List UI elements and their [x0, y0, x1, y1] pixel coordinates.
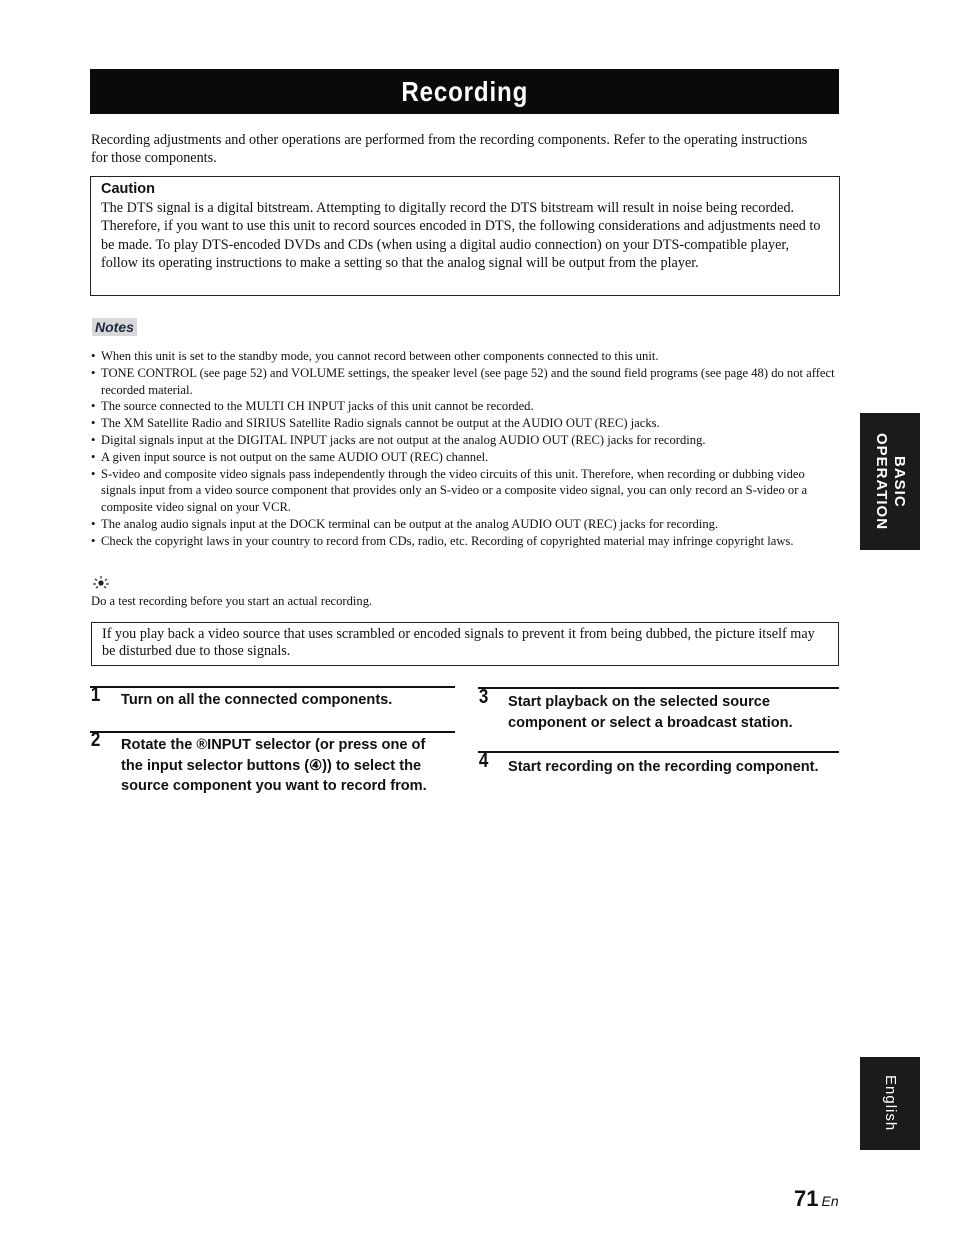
note-item: • TONE CONTROL (see page 52) and VOLUME settings, the speaker level (see page 52) and the sound field programs (see page 48) do not affect recorded material. — [91, 365, 841, 399]
page-title: Recording — [401, 75, 528, 107]
step-number: 3 — [478, 686, 489, 708]
section-tab — [860, 413, 920, 550]
step-text: Turn on all the connected components. — [121, 692, 393, 708]
step-text: Rotate the ®INPUT selector (or press one of the input selector buttons (④)) to select the source component you want to record from. — [121, 737, 427, 794]
caution-box — [90, 176, 840, 296]
section-tab-label: BASIC OPERATION — [873, 432, 908, 531]
info-box: If you play back a video source that uses scrambled or encoded signals to prevent it from being dubbed, the picture itself may be disturbed due to those signals. — [91, 622, 839, 666]
step-text: Start recording on the recording component. — [508, 759, 819, 775]
note-item: • S-video and composite video signals pass independently through the video circuits of this unit. Therefore, when recording or dubbing video signals input from a video source component that provides only an S-video or a composite video signal, you can only record an S-video or a composite video signal on your VCR. — [91, 466, 841, 516]
language-tab — [860, 1057, 920, 1150]
step-text: Start playback on the selected source component or select a broadcast station. — [508, 694, 793, 731]
step-number: 2 — [90, 729, 101, 751]
page-number — [794, 1186, 839, 1212]
page-number-value: 71 — [794, 1186, 819, 1211]
note-item: • The analog audio signals input at the DOCK terminal can be output at the analog AUDIO OUT (REC) jacks for recording. — [91, 516, 841, 533]
step-divider — [90, 686, 455, 688]
step-divider — [478, 751, 839, 753]
step-divider — [478, 687, 839, 689]
note-item: • A given input source is not output on the same AUDIO OUT (REC) channel. — [91, 449, 841, 466]
notes-list — [91, 348, 841, 550]
intro-paragraph: Recording adjustments and other operations are performed from the recording components. Refer to the operating instructions for those components. — [91, 132, 808, 166]
step-number: 1 — [90, 684, 101, 706]
tip-text: Do a test recording before you start an actual recording. — [91, 594, 373, 608]
page-number-suffix: En — [821, 1193, 839, 1209]
note-item: • Digital signals input at the DIGITAL INPUT jacks are not output at the analog AUDIO OUT (REC) jacks for recording. — [91, 432, 841, 449]
note-item: • The source connected to the MULTI CH INPUT jacks of this unit cannot be recorded. — [91, 398, 841, 415]
tip-icon — [92, 575, 110, 593]
note-item: • The XM Satellite Radio and SIRIUS Satellite Radio signals cannot be output at the AUDIO OUT (REC) jacks. — [91, 415, 841, 432]
language-tab-label: English — [882, 1075, 899, 1132]
caution-text: The DTS signal is a digital bitstream. Attempting to digitally record the DTS bitstream will result in noise being recorded. Therefore, if you want to use this unit to record sources encoded in DTS, the following considerations and adjustments need to be made. To play DTS-encoded DVDs and CDs (when using a digital audio connection) on your DTS-compatible player, follow its operating instructions to make a setting so that the analog signal will be output from the player. — [101, 200, 821, 271]
step-divider — [90, 731, 455, 733]
note-item: • When this unit is set to the standby mode, you cannot record between other components connected to this unit. — [91, 348, 841, 365]
caution-heading: Caution — [101, 181, 155, 197]
title-bar — [90, 69, 839, 114]
note-item: • Check the copyright laws in your country to record from CDs, radio, etc. Recording of copyrighted material may infringe copyright laws. — [91, 533, 841, 550]
notes-heading: Notes — [92, 318, 137, 336]
step-number: 4 — [478, 750, 489, 772]
